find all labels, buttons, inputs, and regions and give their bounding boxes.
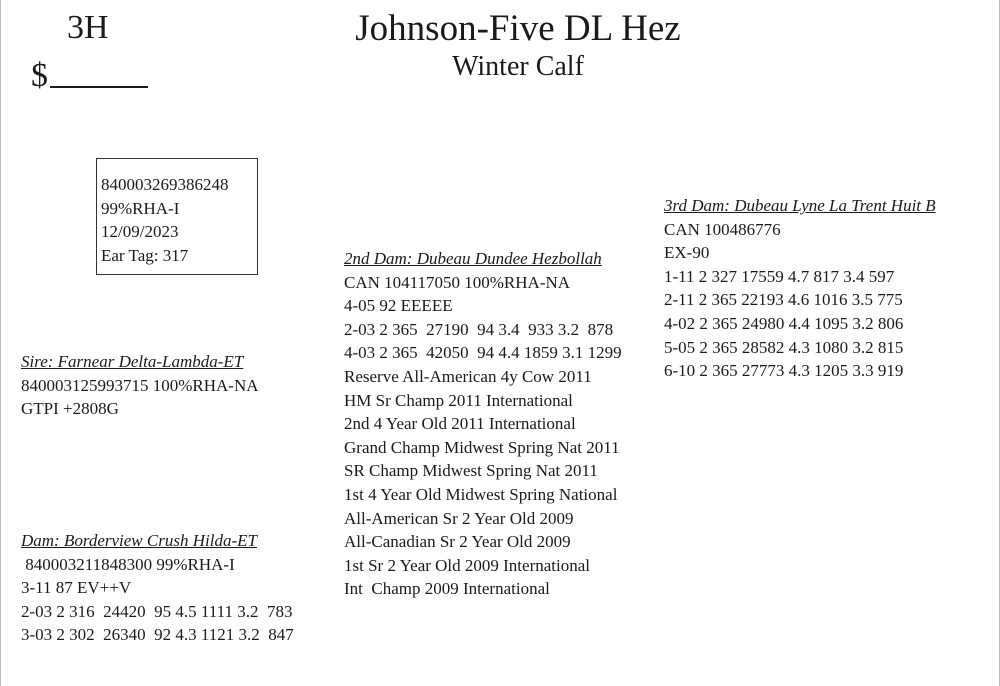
- second-dam-section: [344, 247, 622, 601]
- ear-tag: Ear Tag: 317: [101, 245, 189, 265]
- second-dam-line: HM Sr Champ 2011 International: [344, 390, 573, 410]
- second-dam-line: 1st 4 Year Old Midwest Spring National: [344, 484, 618, 504]
- rha-percentage: 99%RHA-I: [101, 198, 180, 218]
- second-dam-line: All-American Sr 2 Year Old 2009: [344, 508, 574, 528]
- third-dam-line: 2-11 2 365 22193 4.6 1016 3.5 775: [664, 290, 903, 310]
- third-dam-line: 5-05 2 365 28582 4.3 1080 3.2 815: [664, 337, 904, 357]
- third-dam-line: EX-90: [664, 243, 710, 263]
- second-dam-line: Grand Champ Midwest Spring Nat 2011: [344, 437, 620, 457]
- birth-date: 12/09/2023: [101, 222, 179, 241]
- dam-line: 3-11 87 EV++V: [21, 578, 132, 598]
- second-dam-line: 1st Sr 2 Year Old 2009 International: [344, 555, 591, 575]
- second-dam-line: SR Champ Midwest Spring Nat 2011: [344, 461, 598, 481]
- second-dam-line: 2-03 2 365 27190 94 3.4 933 3.2 878: [344, 319, 614, 339]
- dam-line: 3-03 2 302 26340 92 4.3 1121 3.2 847: [21, 625, 294, 645]
- registration-number: 840003269386248: [101, 175, 229, 194]
- third-dam-section: [664, 194, 936, 383]
- second-dam-heading: 2nd Dam: Dubeau Dundee Hezbollah: [344, 249, 602, 268]
- sire-section: [21, 350, 259, 421]
- second-dam-line: 2nd 4 Year Old 2011 International: [344, 414, 576, 434]
- second-dam-line: 4-03 2 365 42050 94 4.4 1859 3.1 1299: [344, 343, 622, 363]
- second-dam-line: Reserve All-American 4y Cow 2011: [344, 366, 592, 386]
- third-dam-heading: 3rd Dam: Dubeau Lyne La Trent Huit B: [664, 196, 936, 215]
- class-subtitle: Winter Calf: [452, 51, 584, 82]
- second-dam-line: 4-05 92 EEEEE: [344, 296, 453, 316]
- dam-heading: Dam: Borderview Crush Hilda-ET: [21, 531, 257, 550]
- lot-number: 3H: [67, 9, 109, 46]
- third-dam-line: 4-02 2 365 24980 4.4 1095 3.2 806: [664, 313, 904, 333]
- sire-heading: Sire: Farnear Delta-Lambda-ET: [21, 352, 244, 371]
- dam-line: 840003211848300 99%RHA-I: [21, 554, 235, 574]
- dam-section: [21, 529, 294, 647]
- sire-line: 840003125993715 100%RHA-NA: [21, 375, 259, 395]
- price-symbol: $: [31, 57, 48, 94]
- third-dam-line: 1-11 2 327 17559 4.7 817 3.4 597: [664, 266, 895, 286]
- second-dam-line: CAN 104117050 100%RHA-NA: [344, 272, 571, 292]
- third-dam-line: 6-10 2 365 27773 4.3 1205 3.3 919: [664, 361, 904, 381]
- dam-line: 2-03 2 316 24420 95 4.5 1111 3.2 783: [21, 601, 293, 621]
- id-info-box: [96, 158, 258, 275]
- sire-line: GTPI +2808G: [21, 399, 119, 419]
- animal-name-title: Johnson-Five DL Hez: [355, 8, 681, 49]
- second-dam-line: Int Champ 2009 International: [344, 579, 550, 599]
- second-dam-line: All-Canadian Sr 2 Year Old 2009: [344, 532, 571, 552]
- third-dam-line: CAN 100486776: [664, 219, 781, 239]
